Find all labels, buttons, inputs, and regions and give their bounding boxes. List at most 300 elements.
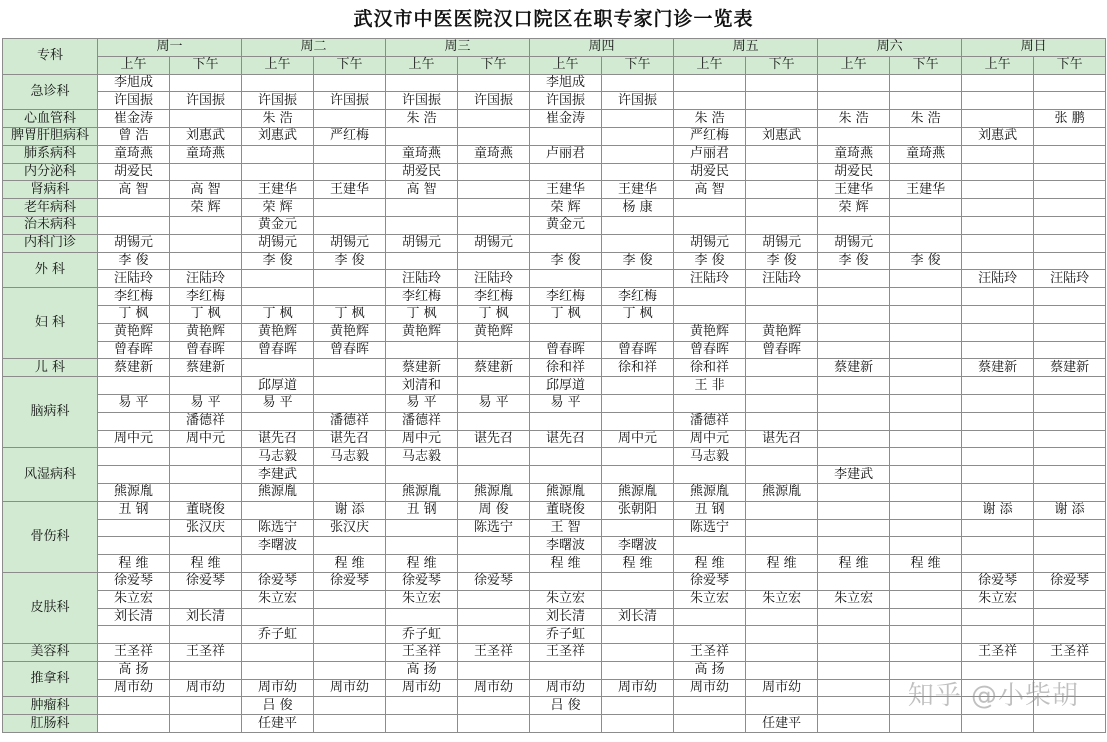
department-name: 骨伤科 — [3, 501, 98, 572]
doctor-cell — [170, 216, 242, 234]
doctor-cell: 李建武 — [242, 466, 314, 484]
doctor-cell: 朱立宏 — [98, 590, 170, 608]
doctor-cell: 谌先召 — [242, 430, 314, 448]
doctor-cell: 丁 枫 — [98, 305, 170, 323]
doctor-cell: 刘惠武 — [242, 127, 314, 145]
doctor-cell — [818, 323, 890, 341]
doctor-cell: 李 俊 — [674, 252, 746, 270]
pm-header: 下午 — [170, 56, 242, 74]
doctor-cell — [170, 448, 242, 466]
doctor-cell: 王圣祥 — [386, 644, 458, 662]
doctor-cell — [458, 412, 530, 430]
doctor-cell — [314, 590, 386, 608]
doctor-cell: 李 俊 — [746, 252, 818, 270]
doctor-cell: 徐爱琴 — [314, 572, 386, 590]
doctor-cell: 丁 枫 — [602, 305, 674, 323]
doctor-cell: 荣 辉 — [530, 199, 602, 217]
doctor-cell — [674, 92, 746, 110]
doctor-cell — [890, 163, 962, 181]
doctor-cell — [962, 234, 1034, 252]
doctor-cell: 程 维 — [314, 555, 386, 573]
doctor-cell: 黄艳辉 — [746, 323, 818, 341]
doctor-cell: 曾春晖 — [746, 341, 818, 359]
doctor-cell — [818, 519, 890, 537]
doctor-cell: 熊源胤 — [674, 483, 746, 501]
doctor-cell: 乔子虹 — [386, 626, 458, 644]
doctor-cell — [962, 305, 1034, 323]
doctor-cell: 刘长清 — [530, 608, 602, 626]
doctor-cell: 吕 俊 — [242, 697, 314, 715]
department-name: 治未病科 — [3, 216, 98, 234]
doctor-cell: 徐爱琴 — [962, 572, 1034, 590]
doctor-cell: 朱立宏 — [530, 590, 602, 608]
doctor-cell — [890, 394, 962, 412]
doctor-cell — [746, 288, 818, 306]
doctor-cell: 崔金涛 — [98, 110, 170, 128]
doctor-cell — [458, 555, 530, 573]
doctor-cell — [602, 110, 674, 128]
doctor-cell: 曾春晖 — [170, 341, 242, 359]
doctor-cell: 程 维 — [386, 555, 458, 573]
doctor-cell — [818, 270, 890, 288]
doctor-cell: 周市幼 — [314, 679, 386, 697]
doctor-cell — [314, 608, 386, 626]
table-row — [3, 590, 1106, 608]
department-name: 心血管科 — [3, 110, 98, 128]
doctor-cell — [530, 234, 602, 252]
doctor-cell — [818, 483, 890, 501]
schedule-body — [3, 74, 1106, 732]
doctor-cell: 周市幼 — [386, 679, 458, 697]
doctor-cell — [98, 519, 170, 537]
doctor-cell: 朱立宏 — [386, 590, 458, 608]
table-row — [3, 572, 1106, 590]
doctor-cell: 李红梅 — [602, 288, 674, 306]
doctor-cell — [674, 697, 746, 715]
doctor-cell: 王建华 — [530, 181, 602, 199]
doctor-cell — [890, 92, 962, 110]
doctor-cell: 程 维 — [530, 555, 602, 573]
doctor-cell — [170, 163, 242, 181]
doctor-cell: 徐爱琴 — [458, 572, 530, 590]
doctor-cell — [746, 163, 818, 181]
doctor-cell — [602, 697, 674, 715]
doctor-cell — [746, 626, 818, 644]
doctor-cell — [458, 608, 530, 626]
day-header: 周五 — [674, 39, 818, 57]
department-name: 肿瘤科 — [3, 697, 98, 715]
doctor-cell — [890, 715, 962, 733]
doctor-cell: 周市幼 — [602, 679, 674, 697]
doctor-cell: 许国振 — [458, 92, 530, 110]
doctor-cell: 徐爱琴 — [1034, 572, 1106, 590]
doctor-cell: 蔡建新 — [386, 359, 458, 377]
am-header: 上午 — [962, 56, 1034, 74]
doctor-cell — [746, 661, 818, 679]
doctor-cell — [890, 590, 962, 608]
doctor-cell: 徐爱琴 — [386, 572, 458, 590]
doctor-cell — [458, 448, 530, 466]
doctor-cell — [1034, 394, 1106, 412]
doctor-cell: 荣 辉 — [170, 199, 242, 217]
doctor-cell: 王建华 — [242, 181, 314, 199]
doctor-cell: 朱 浩 — [674, 110, 746, 128]
doctor-cell: 李 俊 — [818, 252, 890, 270]
doctor-cell — [458, 661, 530, 679]
doctor-cell: 李旭成 — [98, 74, 170, 92]
doctor-cell: 熊源胤 — [530, 483, 602, 501]
doctor-cell: 严红梅 — [674, 127, 746, 145]
doctor-cell — [962, 110, 1034, 128]
doctor-cell: 马志毅 — [314, 448, 386, 466]
doctor-cell: 潘德祥 — [314, 412, 386, 430]
doctor-cell: 胡锡元 — [242, 234, 314, 252]
doctor-cell — [242, 608, 314, 626]
doctor-cell — [386, 519, 458, 537]
doctor-cell — [962, 199, 1034, 217]
pm-header: 下午 — [602, 56, 674, 74]
day-header: 周四 — [530, 39, 674, 57]
doctor-cell — [1034, 430, 1106, 448]
doctor-cell — [890, 216, 962, 234]
doctor-cell: 胡锡元 — [818, 234, 890, 252]
doctor-cell — [98, 448, 170, 466]
doctor-cell: 周市幼 — [674, 679, 746, 697]
doctor-cell — [98, 216, 170, 234]
department-name: 急诊科 — [3, 74, 98, 110]
pm-header: 下午 — [314, 56, 386, 74]
doctor-cell — [386, 715, 458, 733]
doctor-cell — [818, 305, 890, 323]
watermark: 知乎 @小柴胡 — [907, 681, 1079, 711]
table-row — [3, 715, 1106, 733]
doctor-cell — [818, 644, 890, 662]
department-name: 肛肠科 — [3, 715, 98, 733]
doctor-cell — [674, 216, 746, 234]
doctor-cell — [602, 216, 674, 234]
doctor-cell — [314, 644, 386, 662]
table-row — [3, 341, 1106, 359]
department-name: 美容科 — [3, 644, 98, 662]
doctor-cell — [962, 412, 1034, 430]
table-row — [3, 537, 1106, 555]
doctor-cell — [890, 501, 962, 519]
doctor-cell: 程 维 — [602, 555, 674, 573]
doctor-cell: 卢丽君 — [674, 145, 746, 163]
doctor-cell: 熊源胤 — [242, 483, 314, 501]
doctor-cell — [1034, 608, 1106, 626]
doctor-cell — [962, 323, 1034, 341]
doctor-cell — [890, 537, 962, 555]
doctor-cell — [602, 412, 674, 430]
doctor-cell — [242, 644, 314, 662]
doctor-cell: 刘长清 — [602, 608, 674, 626]
doctor-cell — [458, 163, 530, 181]
doctor-cell — [314, 270, 386, 288]
doctor-cell — [746, 377, 818, 395]
doctor-cell — [674, 626, 746, 644]
doctor-cell — [674, 74, 746, 92]
doctor-cell — [962, 715, 1034, 733]
department-name: 内分泌科 — [3, 163, 98, 181]
table-title: 武汉市中医医院汉口院区在职专家门诊一览表 — [353, 8, 754, 30]
table-row — [3, 252, 1106, 270]
doctor-cell: 谌先召 — [314, 430, 386, 448]
doctor-cell — [1034, 234, 1106, 252]
doctor-cell: 徐和祥 — [530, 359, 602, 377]
table-row — [3, 555, 1106, 573]
department-name: 外 科 — [3, 252, 98, 288]
doctor-cell: 张汉庆 — [314, 519, 386, 537]
doctor-cell: 陈选宁 — [242, 519, 314, 537]
doctor-cell — [890, 270, 962, 288]
doctor-cell — [458, 377, 530, 395]
doctor-cell — [962, 483, 1034, 501]
pm-header: 下午 — [746, 56, 818, 74]
doctor-cell: 周中元 — [170, 430, 242, 448]
doctor-cell: 董晓俊 — [170, 501, 242, 519]
doctor-cell — [242, 270, 314, 288]
doctor-cell: 杨 康 — [602, 199, 674, 217]
doctor-cell: 朱立宏 — [674, 590, 746, 608]
doctor-cell: 许国振 — [170, 92, 242, 110]
doctor-cell — [746, 74, 818, 92]
doctor-cell: 蔡建新 — [98, 359, 170, 377]
doctor-cell: 蔡建新 — [170, 359, 242, 377]
doctor-cell — [530, 127, 602, 145]
doctor-cell — [746, 697, 818, 715]
doctor-cell — [458, 626, 530, 644]
doctor-cell: 徐爱琴 — [242, 572, 314, 590]
doctor-cell: 崔金涛 — [530, 110, 602, 128]
doctor-cell — [1034, 181, 1106, 199]
doctor-cell: 蔡建新 — [818, 359, 890, 377]
table-row — [3, 216, 1106, 234]
doctor-cell: 程 维 — [674, 555, 746, 573]
doctor-cell — [962, 555, 1034, 573]
doctor-cell: 任建平 — [242, 715, 314, 733]
doctor-cell — [602, 644, 674, 662]
doctor-cell: 丁 枫 — [458, 305, 530, 323]
doctor-cell — [314, 697, 386, 715]
am-header: 上午 — [386, 56, 458, 74]
doctor-cell: 曾春晖 — [314, 341, 386, 359]
doctor-cell: 朱立宏 — [818, 590, 890, 608]
doctor-cell — [746, 199, 818, 217]
doctor-cell — [602, 323, 674, 341]
doctor-cell: 熊源胤 — [602, 483, 674, 501]
doctor-cell — [674, 715, 746, 733]
table-row — [3, 644, 1106, 662]
doctor-cell: 李旭成 — [530, 74, 602, 92]
doctor-cell — [746, 519, 818, 537]
doctor-cell: 黄艳辉 — [314, 323, 386, 341]
doctor-cell: 丁 枫 — [314, 305, 386, 323]
doctor-cell — [818, 661, 890, 679]
doctor-cell: 许国振 — [602, 92, 674, 110]
doctor-cell: 曾春晖 — [98, 341, 170, 359]
doctor-cell: 汪陆玲 — [674, 270, 746, 288]
doctor-cell — [242, 661, 314, 679]
doctor-cell — [818, 92, 890, 110]
table-row — [3, 234, 1106, 252]
doctor-cell: 胡锡元 — [314, 234, 386, 252]
doctor-cell: 胡爱民 — [386, 163, 458, 181]
doctor-cell — [962, 626, 1034, 644]
day-header: 周二 — [242, 39, 386, 57]
doctor-cell: 丑 钢 — [98, 501, 170, 519]
doctor-cell: 李建武 — [818, 466, 890, 484]
doctor-cell — [314, 715, 386, 733]
doctor-cell: 王圣祥 — [1034, 644, 1106, 662]
doctor-cell: 董晓俊 — [530, 501, 602, 519]
doctor-cell: 朱 浩 — [242, 110, 314, 128]
doctor-cell: 高 智 — [674, 181, 746, 199]
doctor-cell — [746, 92, 818, 110]
doctor-cell: 童琦燕 — [386, 145, 458, 163]
doctor-cell — [890, 234, 962, 252]
doctor-cell — [458, 590, 530, 608]
doctor-cell — [890, 483, 962, 501]
doctor-cell: 朱 浩 — [818, 110, 890, 128]
doctor-cell — [98, 199, 170, 217]
doctor-cell — [890, 412, 962, 430]
doctor-cell — [962, 430, 1034, 448]
doctor-cell — [98, 466, 170, 484]
doctor-cell: 王圣祥 — [458, 644, 530, 662]
doctor-cell — [170, 110, 242, 128]
doctor-cell — [602, 519, 674, 537]
doctor-cell: 刘惠武 — [170, 127, 242, 145]
doctor-cell — [602, 74, 674, 92]
doctor-cell: 黄艳辉 — [386, 323, 458, 341]
doctor-cell — [962, 394, 1034, 412]
doctor-cell — [818, 341, 890, 359]
doctor-cell — [746, 466, 818, 484]
doctor-cell: 刘清和 — [386, 377, 458, 395]
am-header: 上午 — [242, 56, 314, 74]
doctor-cell: 陈选宁 — [674, 519, 746, 537]
doctor-cell — [890, 199, 962, 217]
doctor-cell — [458, 127, 530, 145]
doctor-cell: 李 俊 — [530, 252, 602, 270]
doctor-cell: 程 维 — [746, 555, 818, 573]
doctor-cell — [602, 590, 674, 608]
doctor-cell — [530, 163, 602, 181]
table-row — [3, 305, 1106, 323]
doctor-cell: 马志毅 — [674, 448, 746, 466]
doctor-cell — [818, 288, 890, 306]
doctor-cell: 徐和祥 — [674, 359, 746, 377]
doctor-cell — [602, 234, 674, 252]
doctor-cell — [746, 145, 818, 163]
doctor-cell — [242, 501, 314, 519]
dept-header: 专科 — [3, 39, 98, 75]
doctor-cell — [746, 305, 818, 323]
doctor-cell — [746, 644, 818, 662]
doctor-cell: 高 智 — [170, 181, 242, 199]
doctor-cell — [170, 234, 242, 252]
doctor-cell — [602, 127, 674, 145]
doctor-cell — [1034, 288, 1106, 306]
doctor-cell: 陈选宁 — [458, 519, 530, 537]
doctor-cell: 程 维 — [818, 555, 890, 573]
doctor-cell — [746, 572, 818, 590]
doctor-cell: 李 俊 — [98, 252, 170, 270]
table-row — [3, 145, 1106, 163]
doctor-cell: 丁 枫 — [386, 305, 458, 323]
doctor-cell — [890, 572, 962, 590]
doctor-cell: 丁 枫 — [170, 305, 242, 323]
am-header: 上午 — [98, 56, 170, 74]
doctor-cell: 曾春晖 — [602, 341, 674, 359]
doctor-cell — [962, 608, 1034, 626]
doctor-cell — [1034, 127, 1106, 145]
doctor-cell: 许国振 — [314, 92, 386, 110]
table-row — [3, 377, 1106, 395]
doctor-cell: 汪陆玲 — [98, 270, 170, 288]
doctor-cell — [458, 252, 530, 270]
doctor-cell: 卢丽君 — [530, 145, 602, 163]
doctor-cell: 谢 添 — [962, 501, 1034, 519]
table-row — [3, 127, 1106, 145]
doctor-cell — [314, 110, 386, 128]
doctor-cell — [674, 537, 746, 555]
doctor-cell: 易 平 — [242, 394, 314, 412]
doctor-cell: 高 智 — [386, 181, 458, 199]
doctor-cell — [386, 127, 458, 145]
doctor-cell: 荣 辉 — [818, 199, 890, 217]
doctor-cell — [242, 288, 314, 306]
doctor-cell: 邱厚道 — [530, 377, 602, 395]
doctor-cell: 徐爱琴 — [674, 572, 746, 590]
doctor-cell — [602, 661, 674, 679]
doctor-cell — [314, 394, 386, 412]
doctor-cell: 胡锡元 — [746, 234, 818, 252]
doctor-cell — [170, 715, 242, 733]
doctor-cell: 程 维 — [98, 555, 170, 573]
doctor-cell — [602, 145, 674, 163]
doctor-cell — [1034, 555, 1106, 573]
day-header: 周日 — [962, 39, 1106, 57]
doctor-cell — [818, 537, 890, 555]
doctor-cell — [962, 92, 1034, 110]
table-row — [3, 394, 1106, 412]
table-row — [3, 519, 1106, 537]
doctor-cell — [746, 537, 818, 555]
doctor-cell: 熊源胤 — [746, 483, 818, 501]
doctor-cell — [170, 74, 242, 92]
doctor-cell — [458, 537, 530, 555]
doctor-cell: 曾春晖 — [674, 341, 746, 359]
doctor-cell: 乔子虹 — [242, 626, 314, 644]
doctor-cell — [98, 377, 170, 395]
doctor-cell — [314, 199, 386, 217]
doctor-cell — [818, 216, 890, 234]
doctor-cell: 王建华 — [314, 181, 386, 199]
pm-header: 下午 — [1034, 56, 1106, 74]
department-name: 内科门诊 — [3, 234, 98, 252]
doctor-cell — [170, 590, 242, 608]
doctor-cell — [962, 377, 1034, 395]
doctor-cell: 高 扬 — [386, 661, 458, 679]
doctor-cell: 王圣祥 — [98, 644, 170, 662]
day-header: 周六 — [818, 39, 962, 57]
doctor-cell — [98, 715, 170, 733]
doctor-cell — [386, 74, 458, 92]
doctor-cell — [890, 288, 962, 306]
doctor-cell — [818, 715, 890, 733]
